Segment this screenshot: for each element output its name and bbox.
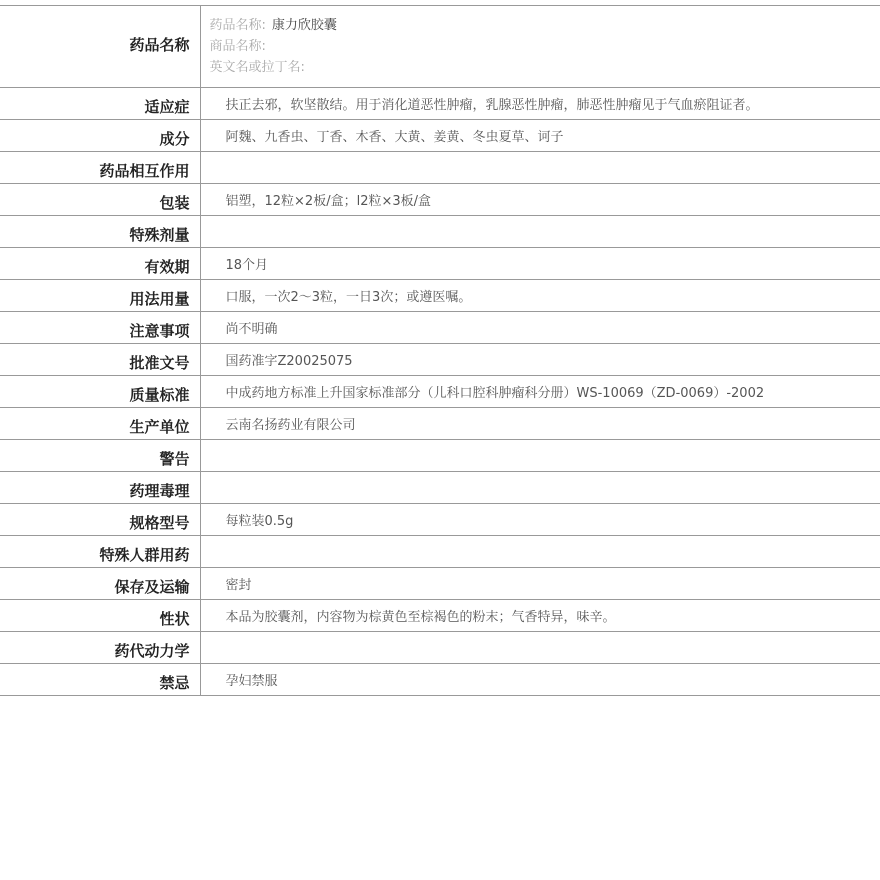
label-packaging: 包装 — [0, 184, 200, 216]
row-precautions — [0, 312, 880, 344]
row-warning — [0, 440, 880, 472]
label-special-dosage: 特殊剂量 — [0, 216, 200, 248]
row-specification — [0, 504, 880, 536]
value-shelf-life: 18个月 — [225, 258, 269, 273]
label-pharmacology: 药理毒理 — [0, 472, 200, 504]
label-special-population: 特殊人群用药 — [0, 536, 200, 568]
label-pharmacokinetics: 药代动力学 — [0, 632, 200, 664]
label-warning: 警告 — [0, 440, 200, 472]
row-quality-standard — [0, 376, 880, 408]
generic-name-value: 康力欣胶囊 — [271, 18, 337, 33]
row-shelf-life — [0, 248, 880, 280]
value-packaging: 铝塑，12粒×2板/盒；l2粒×3板/盒 — [225, 194, 432, 209]
value-special-dosage — [200, 216, 880, 248]
label-contraindications: 禁忌 — [0, 664, 200, 696]
row-packaging — [0, 184, 880, 216]
row-special-dosage — [0, 216, 880, 248]
row-indications — [0, 88, 880, 120]
row-storage — [0, 568, 880, 600]
value-pharmacology — [200, 472, 880, 504]
label-usage-dosage: 用法用量 — [0, 280, 200, 312]
label-approval-number: 批准文号 — [0, 344, 200, 376]
row-contraindications — [0, 664, 880, 696]
label-interactions: 药品相互作用 — [0, 152, 200, 184]
value-ingredients: 阿魏、九香虫、丁香、木香、大黄、姜黄、冬虫夏草、诃子 — [225, 130, 564, 145]
value-precautions: 尚不明确 — [225, 322, 278, 337]
english-name-line — [210, 57, 871, 78]
row-approval-number — [0, 344, 880, 376]
row-manufacturer — [0, 408, 880, 440]
value-drug-name — [200, 6, 880, 88]
drug-info-table-body — [0, 6, 880, 696]
value-pharmacokinetics — [200, 632, 880, 664]
value-special-population — [200, 536, 880, 568]
english-name-key: 英文名或拉丁名: — [209, 60, 305, 75]
value-quality-standard: 中成药地方标准上升国家标准部分（儿科口腔科肿瘤科分册）WS-10069（ZD-0069）-2002 — [225, 386, 765, 401]
label-storage: 保存及运输 — [0, 568, 200, 600]
value-interactions — [200, 152, 880, 184]
value-usage-dosage: 口服，一次2～3粒，一日3次；或遵医嘱。 — [225, 290, 472, 305]
value-storage: 密封 — [225, 578, 252, 593]
value-warning — [200, 440, 880, 472]
drug-info-table — [0, 5, 880, 696]
label-precautions: 注意事项 — [0, 312, 200, 344]
value-specification: 每粒装0.5g — [225, 514, 294, 529]
label-specification: 规格型号 — [0, 504, 200, 536]
value-approval-number: 国药准字Z20025075 — [225, 354, 353, 369]
label-indications: 适应症 — [0, 88, 200, 120]
row-drug-name — [0, 6, 880, 88]
row-interactions — [0, 152, 880, 184]
label-manufacturer: 生产单位 — [0, 408, 200, 440]
label-description: 性状 — [0, 600, 200, 632]
value-manufacturer: 云南名扬药业有限公司 — [225, 418, 356, 433]
label-shelf-life: 有效期 — [0, 248, 200, 280]
row-description — [0, 600, 880, 632]
label-drug-name: 药品名称 — [0, 6, 200, 88]
value-contraindications: 孕妇禁服 — [225, 674, 278, 689]
row-ingredients — [0, 120, 880, 152]
row-pharmacology — [0, 472, 880, 504]
row-special-population — [0, 536, 880, 568]
label-quality-standard: 质量标准 — [0, 376, 200, 408]
generic-name-line — [210, 15, 871, 36]
trade-name-line — [210, 36, 871, 57]
value-indications: 扶正去邪，软坚散结。用于消化道恶性肿瘤，乳腺恶性肿瘤，肺恶性肿瘤见于气血瘀阻证者。 — [225, 98, 759, 113]
row-usage-dosage — [0, 280, 880, 312]
generic-name-key: 药品名称: — [209, 18, 266, 33]
trade-name-key: 商品名称: — [209, 39, 266, 54]
value-description: 本品为胶囊剂，内容物为棕黄色至棕褐色的粉末；气香特异，味辛。 — [225, 610, 616, 625]
label-ingredients: 成分 — [0, 120, 200, 152]
row-pharmacokinetics — [0, 632, 880, 664]
